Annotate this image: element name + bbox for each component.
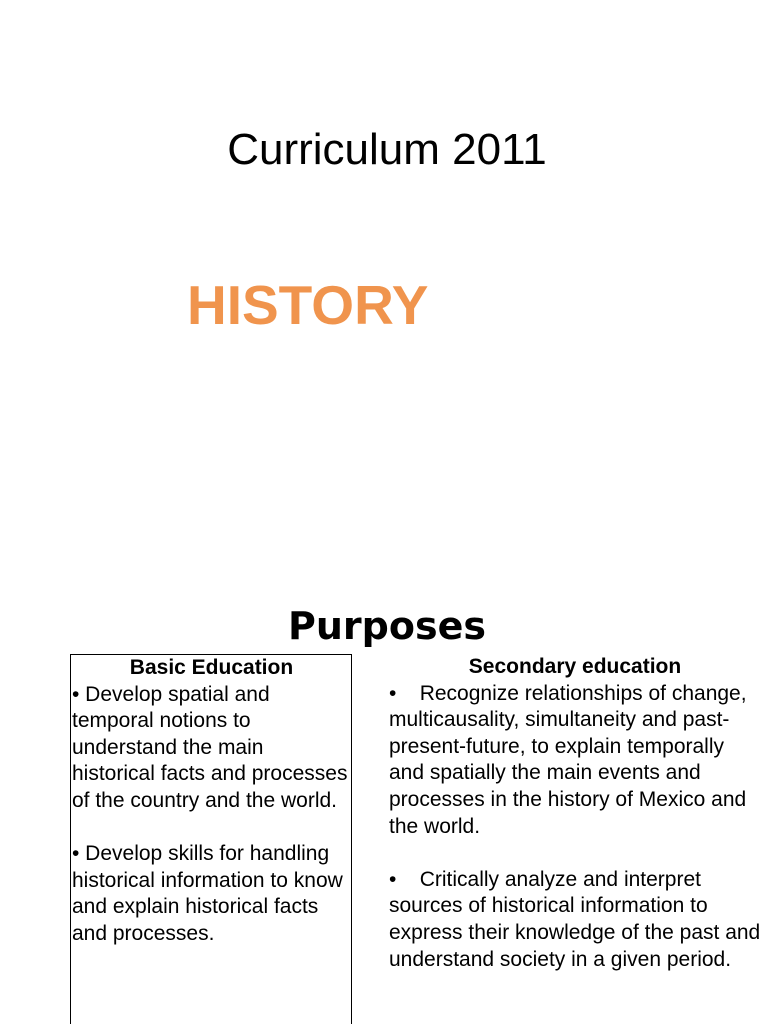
spacer — [72, 815, 351, 842]
secondary-education-heading: Secondary education — [468, 655, 682, 678]
spacer — [389, 840, 761, 867]
subject-heading: HISTORY — [187, 274, 429, 336]
slide-title: Curriculum 2011 — [227, 125, 547, 174]
basic-education-heading: Basic Education — [129, 656, 294, 679]
purposes-heading: Purposes — [288, 604, 486, 648]
basic-education-purpose: • Develop skills for handling historical information to know and explain historical facts and processes. — [72, 842, 343, 945]
secondary-education-column — [389, 654, 767, 973]
basic-education-purpose: • Develop spatial and temporal notions to understand the main historical facts and processes of the country and the world. — [72, 682, 348, 812]
secondary-education-purpose: • Critically analyze and interpret sources of historical information to express their knowledge of the past and understand society in a given period. — [389, 867, 767, 971]
basic-education-box — [70, 654, 352, 1024]
secondary-education-purpose: • Recognize relationships of change, multicausality, simultaneity and past-present-future, to explain temporally and spatially the main events and processes in the history of Mexico and the world. — [389, 681, 753, 838]
